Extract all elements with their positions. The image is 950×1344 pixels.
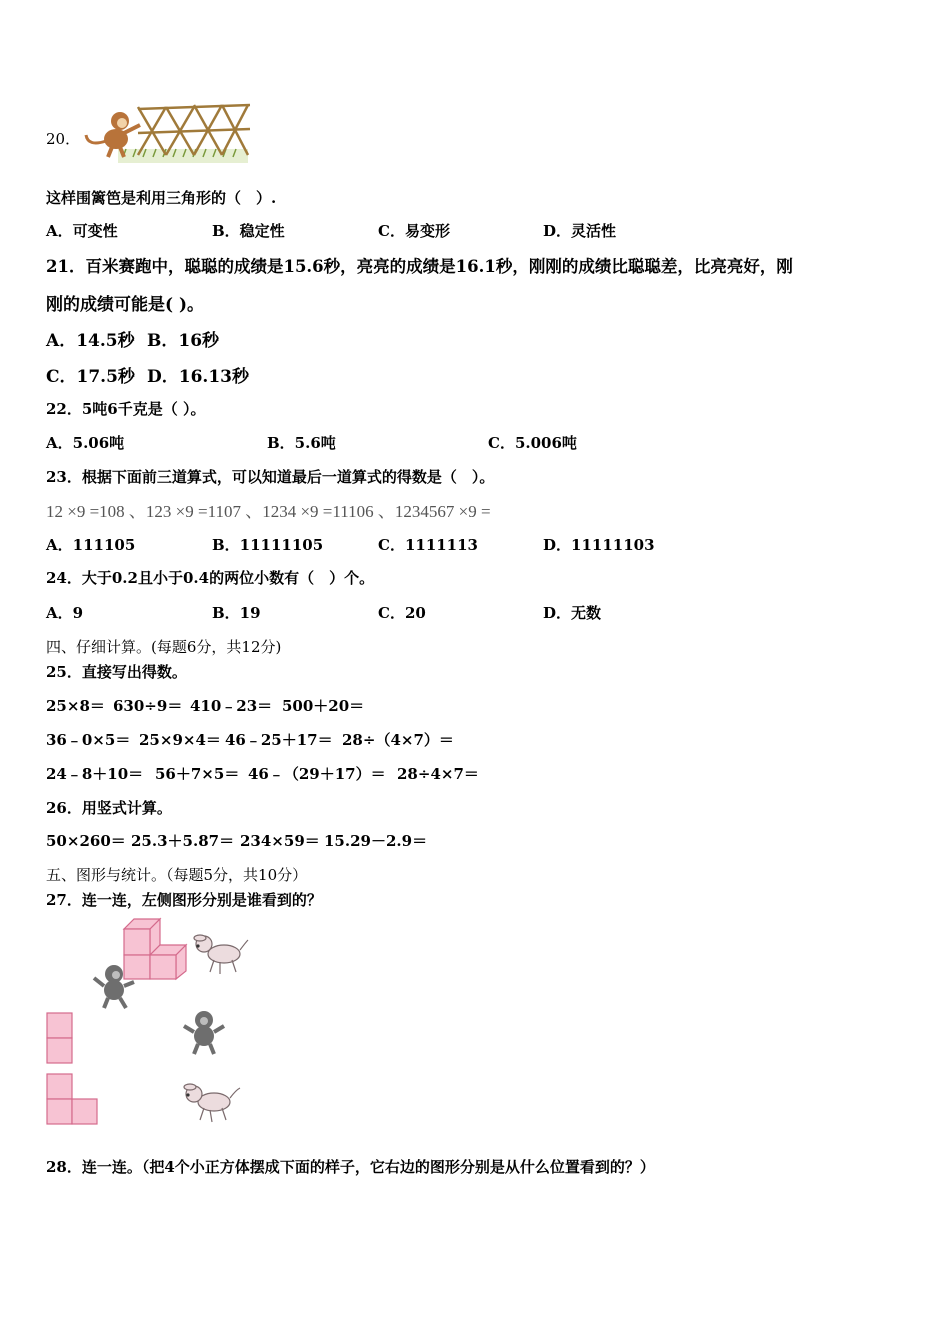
q25-item: 500＋20＝ (282, 697, 365, 715)
q22-option-c[interactable]: C．5.006吨 (488, 434, 577, 452)
view-shape-2[interactable] (46, 1073, 100, 1125)
q25-stem: 25．直接写出得数。 (46, 663, 187, 681)
section-4-title: 四、仔细计算。(每题6分，共12分) (46, 638, 282, 656)
q22-stem: 22．5吨6千克是（ ）。 (46, 400, 206, 418)
q26-stem: 26．用竖式计算。 (46, 799, 172, 817)
q23-option-c[interactable]: C．1111113 (378, 536, 478, 554)
q23-option-d[interactable]: D．11111103 (543, 536, 655, 554)
q24-option-b[interactable]: B．19 (212, 604, 261, 622)
q24-option-a[interactable]: A．9 (46, 604, 84, 622)
q25-item: 46﹣（29＋17）＝ (248, 765, 386, 783)
q26-item: 50×260＝ (46, 832, 126, 850)
section-5-title: 五、图形与统计。（每题5分，共10分） (46, 866, 308, 884)
q20-option-d[interactable]: D．灵活性 (543, 222, 617, 240)
q20-stem: 这样围篱笆是利用三角形的（ ）. (46, 189, 277, 207)
q26-item: 15.29－2.9＝ (324, 832, 428, 850)
q25-item: 28÷4×7＝ (397, 765, 479, 783)
q23-option-b[interactable]: B．11111105 (212, 536, 324, 554)
q25-item: 56＋7×5＝ (155, 765, 240, 783)
q27-stem: 27．连一连，左侧图形分别是谁看到的？ (46, 891, 322, 909)
q24-option-c[interactable]: C．20 (378, 604, 426, 622)
q23-stem: 23．根据下面前三道算式，可以知道最后一道算式的得数是（ ）。 (46, 468, 495, 486)
q21-stem-line1: 21．百米赛跑中，聪聪的成绩是15.6秒，亮亮的成绩是16.1秒，刚刚的成绩比聪聪差，比亮亮好，刚 (46, 257, 793, 276)
dog-icon (190, 932, 250, 976)
q23-formula: 12 ×9 =108 、123 ×9 =1107 、1234 ×9 =11106 、1234567 ×9 = (46, 502, 491, 521)
q20-option-b[interactable]: B．稳定性 (212, 222, 285, 240)
q28-stem: 28．连一连。（把4个小正方体摆成下面的样子，它右边的图形分别是从什么位置看到的？） (46, 1158, 655, 1176)
fence-monkey-illustration (78, 97, 253, 167)
q25-item: 36﹣0×5＝ (46, 731, 131, 749)
q20-number: 20． (46, 130, 81, 148)
q26-item: 234×59＝ (240, 832, 320, 850)
q24-option-d[interactable]: D．无数 (543, 604, 602, 622)
q24-stem: 24．大于0.2且小于0.4的两位小数有（ ）个。 (46, 569, 375, 587)
q21-option-b[interactable]: B．16秒 (147, 331, 220, 351)
q25-item: 25×8＝ (46, 697, 105, 715)
q20-option-a[interactable]: A．可变性 (46, 222, 118, 240)
q25-item: 25×9×4＝ (139, 731, 221, 749)
view-shape-1[interactable] (46, 1012, 74, 1064)
q23-option-a[interactable]: A．111105 (46, 536, 136, 554)
q21-stem-line2: 刚的成绩可能是( )。 (46, 295, 205, 315)
q22-option-b[interactable]: B．5.6吨 (267, 434, 336, 452)
q26-item: 25.3＋5.87＝ (131, 832, 235, 850)
q21-option-c[interactable]: C．17.5秒 (46, 367, 135, 387)
q25-item: 410﹣23＝ (190, 697, 273, 715)
q25-item: 28÷（4×7）＝ (342, 731, 454, 749)
dog-icon[interactable] (182, 1080, 242, 1124)
q25-item: 46﹣25＋17＝ (225, 731, 333, 749)
q25-item: 24﹣8＋10＝ (46, 765, 144, 783)
monkey-icon (92, 962, 138, 1008)
q22-option-a[interactable]: A．5.06吨 (46, 434, 125, 452)
q25-item: 630÷9＝ (113, 697, 183, 715)
q21-option-d[interactable]: D．16.13秒 (147, 367, 249, 387)
q20-option-c[interactable]: C．易变形 (378, 222, 450, 240)
q21-option-a[interactable]: A．14.5秒 (46, 331, 135, 351)
monkey-icon[interactable] (182, 1008, 228, 1054)
